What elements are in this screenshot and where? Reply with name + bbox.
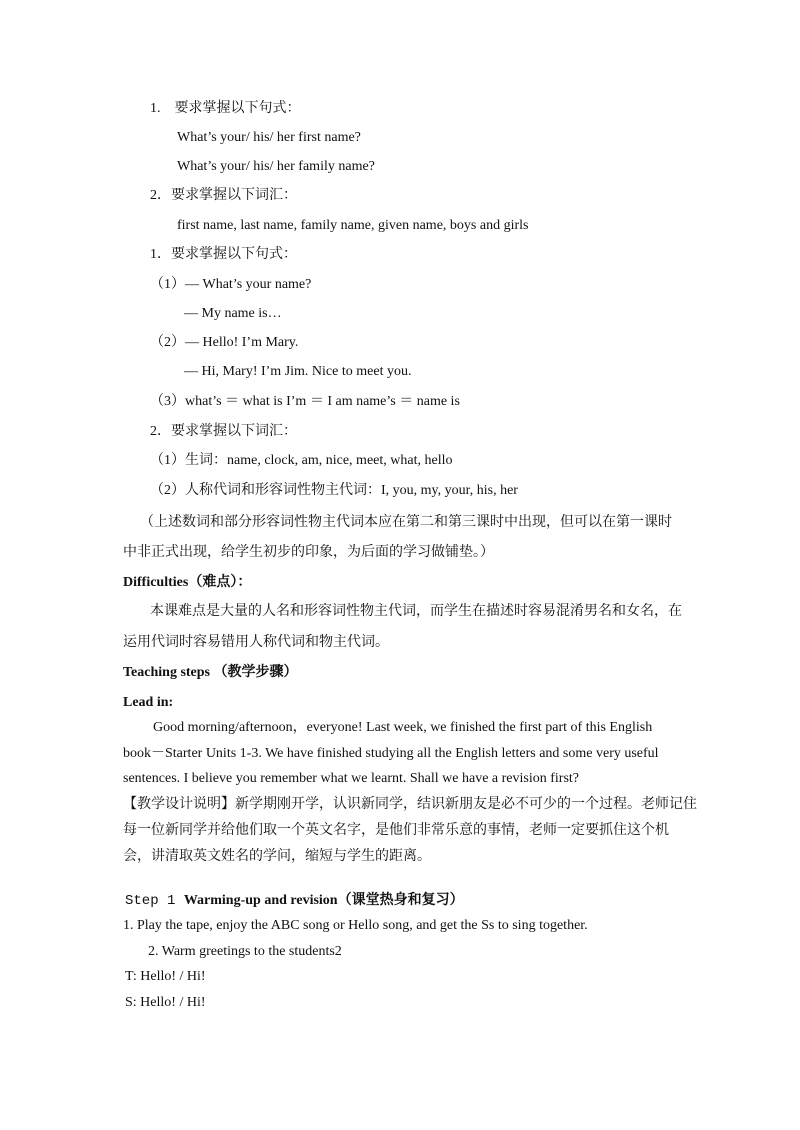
difficulties-heading: Difficulties（难点）：: [123, 575, 252, 590]
sentence-pattern-first-name: What’s your/ his/ her first name?: [177, 130, 361, 145]
objective-sentence-patterns-heading: 1. 要求掌握以下句式：: [150, 101, 301, 116]
design-note-line-2: 每一位新同学并给他们取一个英文名字，是他们非常乐意的事情，老师一定要抓住这个机: [123, 823, 669, 838]
lead-in-line-2: book－Starter Units 1-3. We have finished studying all the English letters and some very useful: [123, 746, 659, 761]
pattern-item-1-response: — My name is…: [184, 306, 282, 321]
pattern-item-2: （2）— Hello! I’m Mary.: [150, 335, 299, 350]
note-line-1: （上述数词和部分形容词性物主代词本应在第二和第三课时中出现，但可以在第一课时: [140, 515, 672, 530]
teaching-steps-heading: Teaching steps （教学步骤）: [123, 665, 298, 680]
lead-in-line-3: sentences. I believe you remember what we learnt. Shall we have a revision first?: [123, 771, 579, 786]
step-1-item-2: 2. Warm greetings to the students2: [148, 944, 342, 959]
pattern-item-1: （1）— What’s your name?: [150, 277, 312, 292]
note-line-2: 中非正式出现，给学生初步的印象，为后面的学习做铺垫。）: [123, 545, 494, 560]
design-note-line-3: 会，讲清取英文姓名的学问，缩短与学生的距离。: [123, 849, 431, 864]
vocabulary-list: first name, last name, family name, given name, boys and girls: [177, 218, 529, 233]
pronouns-list: （2）人称代词和形容词性物主代词：I, you, my, your, his, her: [150, 483, 518, 498]
new-words: （1）生词：name, clock, am, nice, meet, what, hello: [150, 453, 453, 468]
step-1-label: Step 1: [125, 893, 184, 909]
pattern-item-3: （3）what’s ＝ what is I’m ＝ I am name’s ＝ name is: [150, 394, 460, 409]
difficulties-line-2: 运用代词时容易错用人称代词和物主代词。: [123, 635, 389, 650]
difficulties-line-1: 本课难点是大量的人名和形容词性物主代词，而学生在描述时容易混淆男名和女名，在: [150, 604, 682, 619]
dialogue-teacher: T: Hello! / Hi!: [125, 969, 206, 984]
objective-vocabulary-heading: 2．要求掌握以下词汇：: [150, 188, 297, 203]
lead-in-line-1: Good morning/afternoon，everyone! Last week, we finished the first part of this English: [153, 720, 653, 735]
objective-sentence-patterns-heading-2: 1．要求掌握以下句式：: [150, 247, 297, 262]
sentence-pattern-family-name: What’s your/ his/ her family name?: [177, 159, 375, 174]
step-1-title: Warming-up and revision（课堂热身和复习）: [183, 893, 464, 908]
lead-in-heading: Lead in:: [123, 695, 174, 710]
step-1-item-1: 1. Play the tape, enjoy the ABC song or Hello song, and get the Ss to sing together.: [123, 918, 588, 933]
dialogue-students: S: Hello! / Hi!: [125, 995, 206, 1010]
design-note-line-1: 【教学设计说明】新学期刚开学，认识新同学，结识新朋友是必不可少的一个过程。老师记住: [123, 797, 697, 812]
pattern-item-2-response: — Hi, Mary! I’m Jim. Nice to meet you.: [184, 364, 412, 379]
step-1-heading: [125, 892, 464, 910]
objective-vocabulary-heading-2: 2．要求掌握以下词汇：: [150, 424, 297, 439]
